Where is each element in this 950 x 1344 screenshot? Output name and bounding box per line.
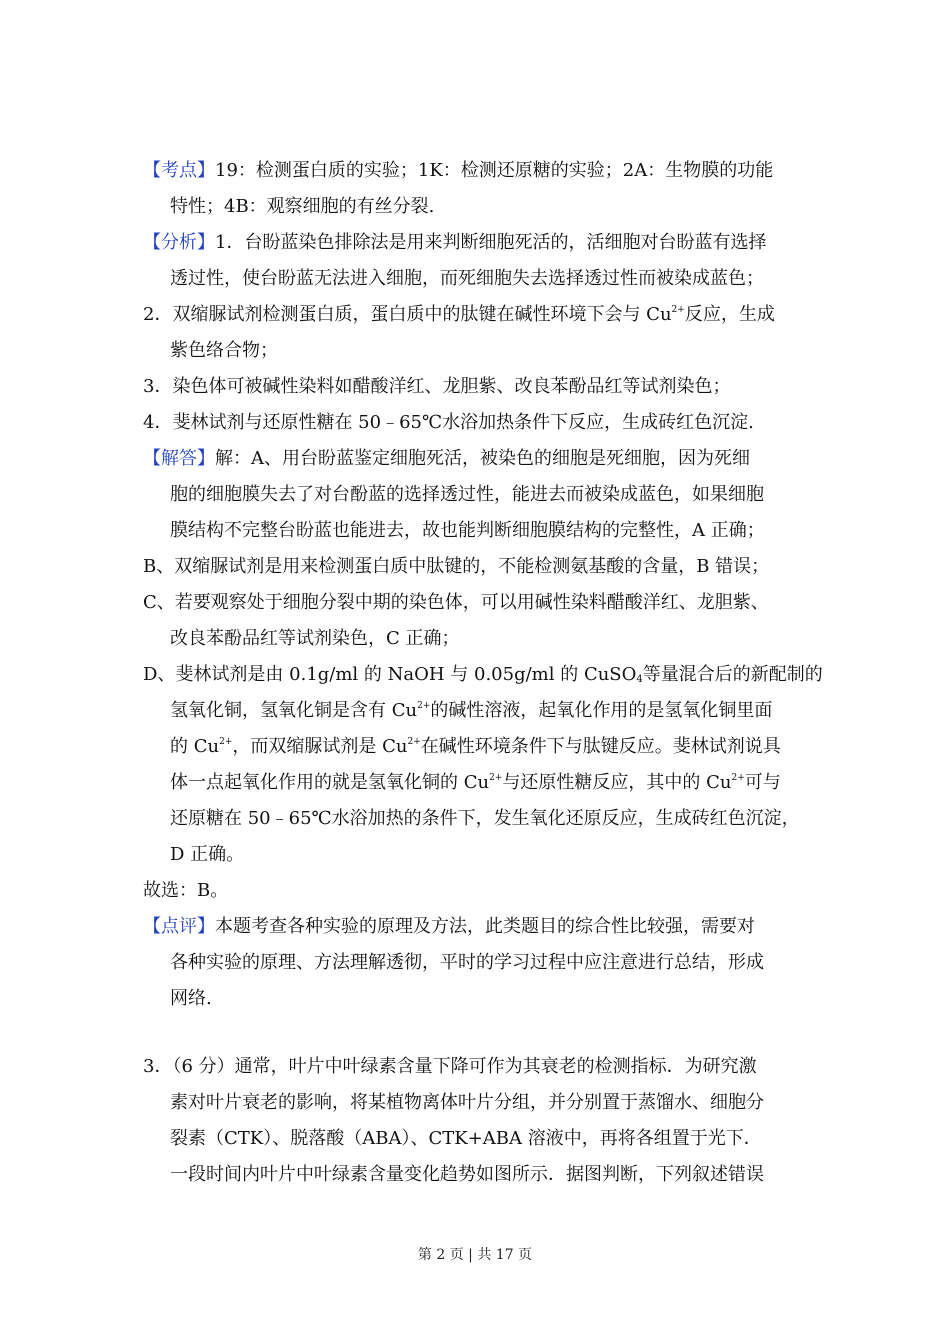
- jieda-option-d-cont-4: 还原糖在 50﹣65℃水浴加热的条件下，发生氧化还原反应，生成砖红色沉淀，: [170, 808, 800, 829]
- fenxi-line-1: 【分析】1．台盼蓝染色排除法是用来判断细胞死活的，活细胞对台盼蓝有选择: [143, 232, 767, 253]
- jieda-option-d-cont-2: 的 $Cu^{2+}$，而双缩脲试剂是 $Cu^{2+}$在碱性环境条件下与肽键反应。斐林试剂说具: [170, 736, 781, 757]
- jieda-option-d-cont-3: 体一点起氧化作用的就是氢氧化铜的 $Cu^{2+}$与还原性糖反应，其中的 $Cu^{2+}$可与: [170, 772, 781, 793]
- fenxi-line-4: 紫色络合物；: [170, 340, 278, 361]
- fenxi-tag: 【分析】: [143, 232, 215, 253]
- dianping-line-3: 网络.: [170, 988, 212, 1009]
- jieda-option-d-cont-1: 氢氧化铜，氢氧化铜是含有 $Cu^{2+}$的碱性溶液，起氧化作用的是氢氧化铜里面: [170, 700, 773, 721]
- question-3-line-3: 裂素（CTK）、脱落酸（ABA）、CTK+ABA 溶液中，再将各组置于光下．: [170, 1128, 762, 1149]
- dianping-line-1: 【点评】本题考查各种实验的原理及方法，此类题目的综合性比较强，需要对: [143, 916, 755, 937]
- jieda-option-c-cont: 改良苯酚品红等试剂染色，C 正确；: [170, 628, 460, 649]
- page-footer: 第 2 页 | 共 17 页: [417, 1247, 533, 1263]
- kaodian-line-1: 【考点】19：检测蛋白质的实验；1K：检测还原糖的实验；2A：生物膜的功能: [143, 160, 774, 181]
- jieda-option-c: C、若要观察处于细胞分裂中期的染色体，可以用碱性染料醋酸洋红、龙胆紫、: [143, 592, 769, 613]
- jieda-option-b: B、双缩脲试剂是用来检测蛋白质中肽键的，不能检测氨基酸的含量，B 错误；: [143, 556, 770, 577]
- jieda-line-1: 【解答】解：A、用台盼蓝鉴定细胞死活，被染色的细胞是死细胞，因为死细: [143, 448, 750, 469]
- jieda-line-2: 胞的细胞膜失去了对台酚蓝的选择透过性，能进去而被染成蓝色，如果细胞: [170, 484, 764, 505]
- dianping-tag: 【点评】: [143, 916, 215, 937]
- section-gap: [143, 1017, 815, 1049]
- question-3-line-1: 3．（6 分）通常，叶片中叶绿素含量下降可作为其衰老的检测指标．为研究激: [143, 1056, 757, 1077]
- jieda-line-3: 膜结构不完整台盼蓝也能进去，故也能判断细胞膜结构的完整性，A 正确；: [170, 520, 765, 541]
- fenxi-line-3: 2．双缩脲试剂检测蛋白质，蛋白质中的肽键在碱性环境下会与 $Cu^{2+}$反应，生成: [143, 304, 775, 325]
- kaodian-line-2: 特性；4B：观察细胞的有丝分裂.: [170, 196, 435, 217]
- jieda-tag: 【解答】: [143, 448, 215, 469]
- question-3-line-4: 一段时间内叶片中叶绿素含量变化趋势如图所示．据图判断，下列叙述错误: [170, 1164, 764, 1185]
- fenxi-line-6: 4．斐林试剂与还原性糖在 50﹣65℃水浴加热条件下反应，生成砖红色沉淀.: [143, 412, 754, 433]
- fenxi-line-2: 透过性，使台盼蓝无法进入细胞，而死细胞失去选择透过性而被染成蓝色；: [170, 268, 764, 289]
- document-body: [143, 153, 823, 1193]
- jieda-option-d: D、斐林试剂是由 0.1g/ml 的 NaOH 与 0.05g/ml 的 CuSO$_4$等量混合后的新配制的: [143, 664, 823, 685]
- question-3-line-2: 素对叶片衰老的影响，将某植物离体叶片分组，并分别置于蒸馏水、细胞分: [170, 1092, 764, 1113]
- kaodian-tag: 【考点】: [143, 160, 215, 181]
- fenxi-line-5: 3．染色体可被碱性染料如醋酸洋红、龙胆紫、改良苯酚品红等试剂染色；: [143, 376, 731, 397]
- answer-line: 故选：B。: [143, 880, 229, 901]
- jieda-option-d-cont-5: D 正确。: [170, 844, 245, 865]
- dianping-line-2: 各种实验的原理、方法理解透彻，平时的学习过程中应注意进行总结，形成: [170, 952, 764, 973]
